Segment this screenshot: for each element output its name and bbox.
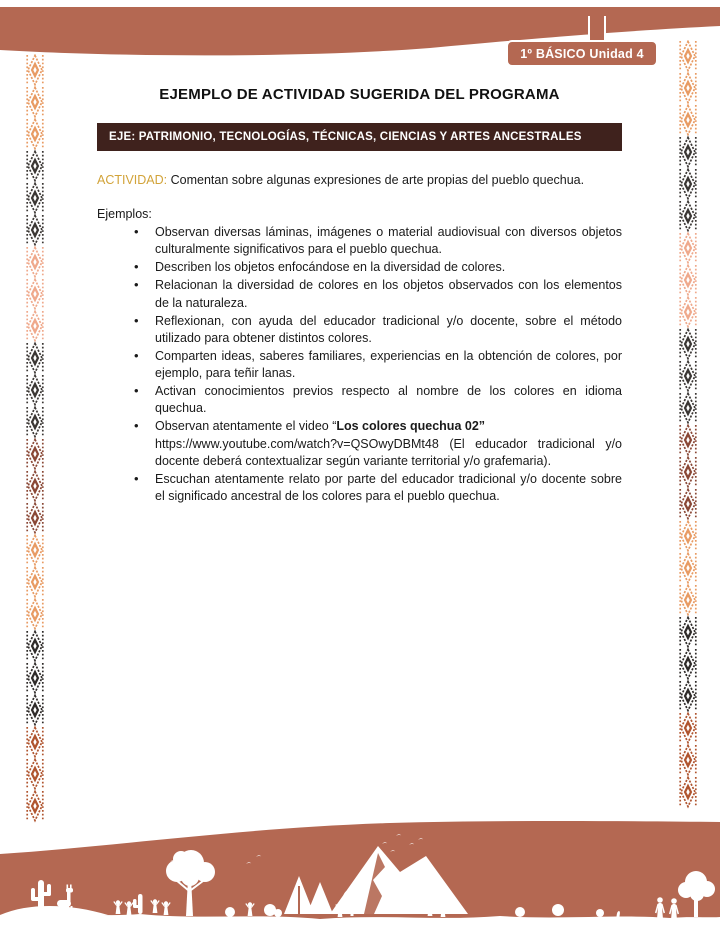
main-content <box>97 86 622 506</box>
list-item: • Comparten ideas, saberes familiares, experiencias en la obtención de colores, por ejemplo, para teñir lanas. <box>155 348 622 382</box>
footer-landscape-illustration <box>0 820 720 932</box>
unit-badge-label: 1º BÁSICO Unidad 4 <box>520 46 644 61</box>
video-url-text: https://www.youtube.com/watch?v=QSOwyDBMt48 (El educador tradicional y/o docente deberá contextualizar según variante territorial y/o grafemaria). <box>155 436 622 468</box>
examples-list <box>97 224 622 505</box>
unit-badge <box>506 40 658 67</box>
video-line <box>155 418 622 435</box>
list-item: • Relacionan la diversidad de colores en los objetos observados con los elementos de la naturaleza. <box>155 277 622 311</box>
video-title: Los colores quechua 02” <box>336 419 486 434</box>
list-item: • Describen los objetos enfocándose en la diversidad de colores. <box>155 259 622 276</box>
list-item: • Reflexionan, con ayuda del educador tradicional y/o docente, sobre el método utilizado para obtener distintos colores. <box>155 313 622 347</box>
activity-label: ACTIVIDAD: <box>97 173 168 187</box>
activity-line <box>97 172 622 189</box>
activity-text: Comentan sobre algunas expresiones de arte propias del pueblo quechua. <box>167 173 585 187</box>
eje-banner: EJE: PATRIMONIO, TECNOLOGÍAS, TÉCNICAS, CIENCIAS Y ARTES ANCESTRALES <box>97 123 622 151</box>
page-title: EJEMPLO DE ACTIVIDAD SUGERIDA DEL PROGRAMA <box>159 86 560 103</box>
list-item: • Escuchan atentamente relato por parte del educador tradicional y/o docente sobre el significado ancestral de los colores para el pueblo quechua. <box>155 471 622 505</box>
video-line-pre: Observan atentamente el video “ <box>155 419 337 434</box>
list-item-video <box>155 418 622 469</box>
left-border-pattern <box>25 54 45 850</box>
list-item: • Activan conocimientos previos respecto al nombre de los colores en idioma quechua. <box>155 383 622 417</box>
right-border-pattern <box>678 40 698 820</box>
list-item: • Observan diversas láminas, imágenes o material audiovisual con diversos objetos culturalmente significativos para el pueblo quechua. <box>155 224 622 258</box>
examples-heading: Ejemplos: <box>97 207 152 221</box>
